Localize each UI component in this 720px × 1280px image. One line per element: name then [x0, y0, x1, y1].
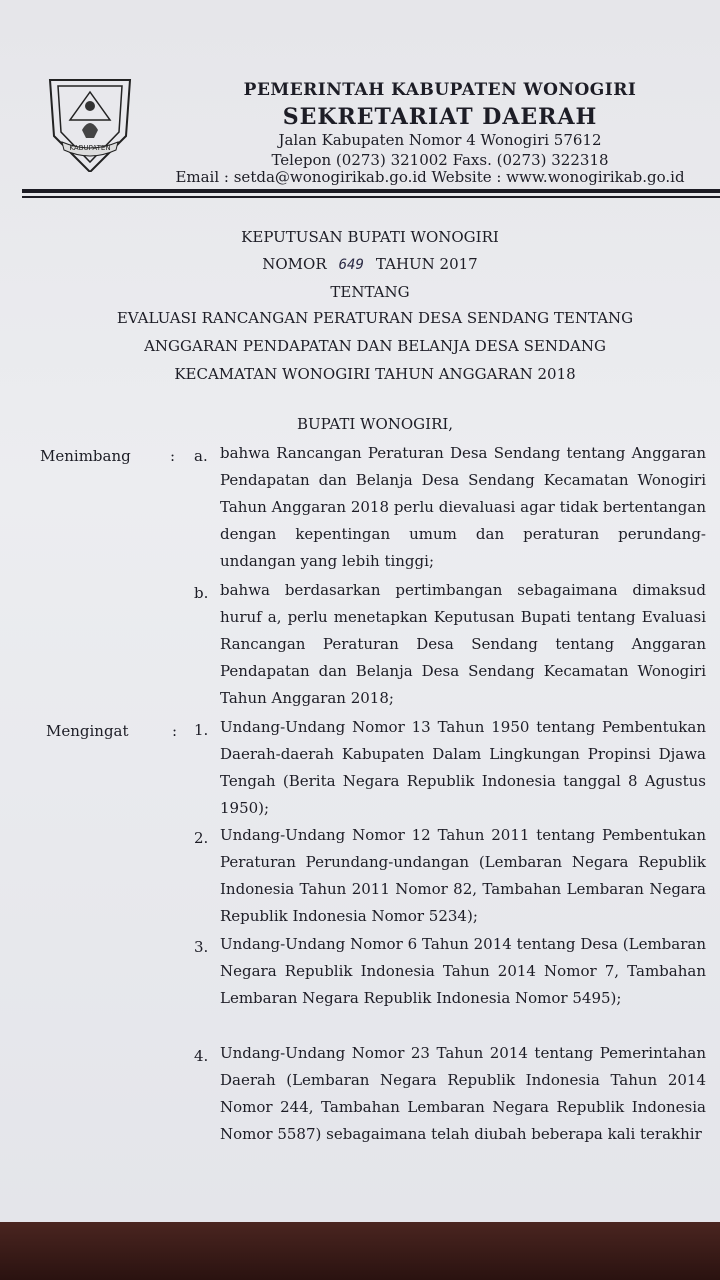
- letterhead-rule-thin: [22, 196, 720, 198]
- item-mark: b.: [194, 584, 209, 602]
- decree-number-prefix: NOMOR: [262, 255, 327, 273]
- decree-subject-line-1: EVALUASI RANCANGAN PERATURAN DESA SENDANG TENTANG: [116, 309, 634, 327]
- decree-year: TAHUN 2017: [375, 255, 478, 273]
- letterhead-rule-thick: [22, 189, 720, 193]
- mengingat-label: Mengingat: [46, 722, 129, 740]
- decree-number-handwritten: 649: [338, 257, 364, 273]
- decree-subject-line-2: ANGGARAN PENDAPATAN DAN BELANJA DESA SENDANG: [144, 337, 606, 355]
- item-text: bahwa berdasarkan pertimbangan sebagaimana dimaksud huruf a, perlu menetapkan Keputusan Bupati tentang Evaluasi Rancangan Peraturan Desa Sendang tentang Anggaran Pendapatan dan Belanja Desa Sendang Kecamatan Wonogiri Tahun Anggaran 2018;: [220, 581, 706, 707]
- decree-subject-line-3: KECAMATAN WONOGIRI TAHUN ANGGARAN 2018: [174, 365, 576, 383]
- office-name: SEKRETARIAT DAERAH: [282, 104, 598, 130]
- decree-about: TENTANG: [330, 283, 410, 301]
- menimbang-item-b: [194, 577, 706, 712]
- item-mark: 4.: [194, 1047, 209, 1065]
- mengingat-item-3: [194, 931, 706, 1012]
- item-text: Undang-Undang Nomor 13 Tahun 1950 tentang Pembentukan Daerah-daerah Kabupaten Dalam Lingkungan Propinsi Djawa Tengah (Berita Negara Republik Indonesia tanggal 8 Agustus 1950);: [220, 718, 706, 817]
- item-text: bahwa Rancangan Peraturan Desa Sendang tentang Anggaran Pendapatan dan Belanja Desa Sendang Kecamatan Wonogiri Tahun Anggaran 2018 perlu dievaluasi agar tidak bertentangan dengan kepentingan umum dan peraturan perundang-undangan yang lebih tinggi;: [220, 444, 706, 570]
- office-phone: Telepon (0273) 321002 Faxs. (0273) 322318: [271, 151, 609, 169]
- office-address: Jalan Kabupaten Nomor 4 Wonogiri 57612: [278, 131, 602, 149]
- emblem-ribbon-text: KABUPATEN: [69, 144, 111, 152]
- government-name: PEMERINTAH KABUPATEN WONOGIRI: [243, 80, 637, 100]
- mengingat-item-1: [194, 714, 706, 822]
- office-email-website: Email : setda@wonogirikab.go.id Website : www.wonogirikab.go.id: [175, 168, 685, 186]
- wonogiri-emblem-icon: [44, 76, 136, 172]
- item-text: Undang-Undang Nomor 23 Tahun 2014 tentang Pemerintahan Daerah (Lembaran Negara Republik Indonesia Tahun 2014 Nomor 244, Tambahan Lembaran Negara Republik Indonesia Nomor 5587) sebagaimana telah diubah beberapa kali terakhir: [220, 1044, 706, 1143]
- item-mark: 1.: [194, 721, 209, 739]
- item-text: Undang-Undang Nomor 6 Tahun 2014 tentang Desa (Lembaran Negara Republik Indonesia Tahun 2014 Nomor 7, Tambahan Lembaran Negara Republik Indonesia Nomor 5495);: [220, 935, 706, 1007]
- item-mark: a.: [194, 447, 208, 465]
- table-surface: [0, 1222, 720, 1280]
- item-mark: 3.: [194, 938, 209, 956]
- mengingat-item-2: [194, 822, 706, 930]
- mengingat-item-4: [194, 1040, 706, 1148]
- decree-title: KEPUTUSAN BUPATI WONOGIRI: [241, 228, 499, 246]
- menimbang-item-a: [194, 440, 706, 575]
- decree-issuer: BUPATI WONOGIRI,: [296, 415, 454, 433]
- menimbang-label: Menimbang: [40, 447, 131, 465]
- decree-number: [20, 255, 720, 273]
- item-mark: 2.: [194, 829, 209, 847]
- item-text: Undang-Undang Nomor 12 Tahun 2011 tentang Pembentukan Peraturan Perundang-undangan (Lembaran Negara Republik Indonesia Tahun 2011 Nomor 82, Tambahan Lembaran Negara Republik Indonesia Nomor 5234);: [220, 826, 706, 925]
- mengingat-colon: :: [172, 722, 178, 740]
- menimbang-colon: :: [170, 447, 176, 465]
